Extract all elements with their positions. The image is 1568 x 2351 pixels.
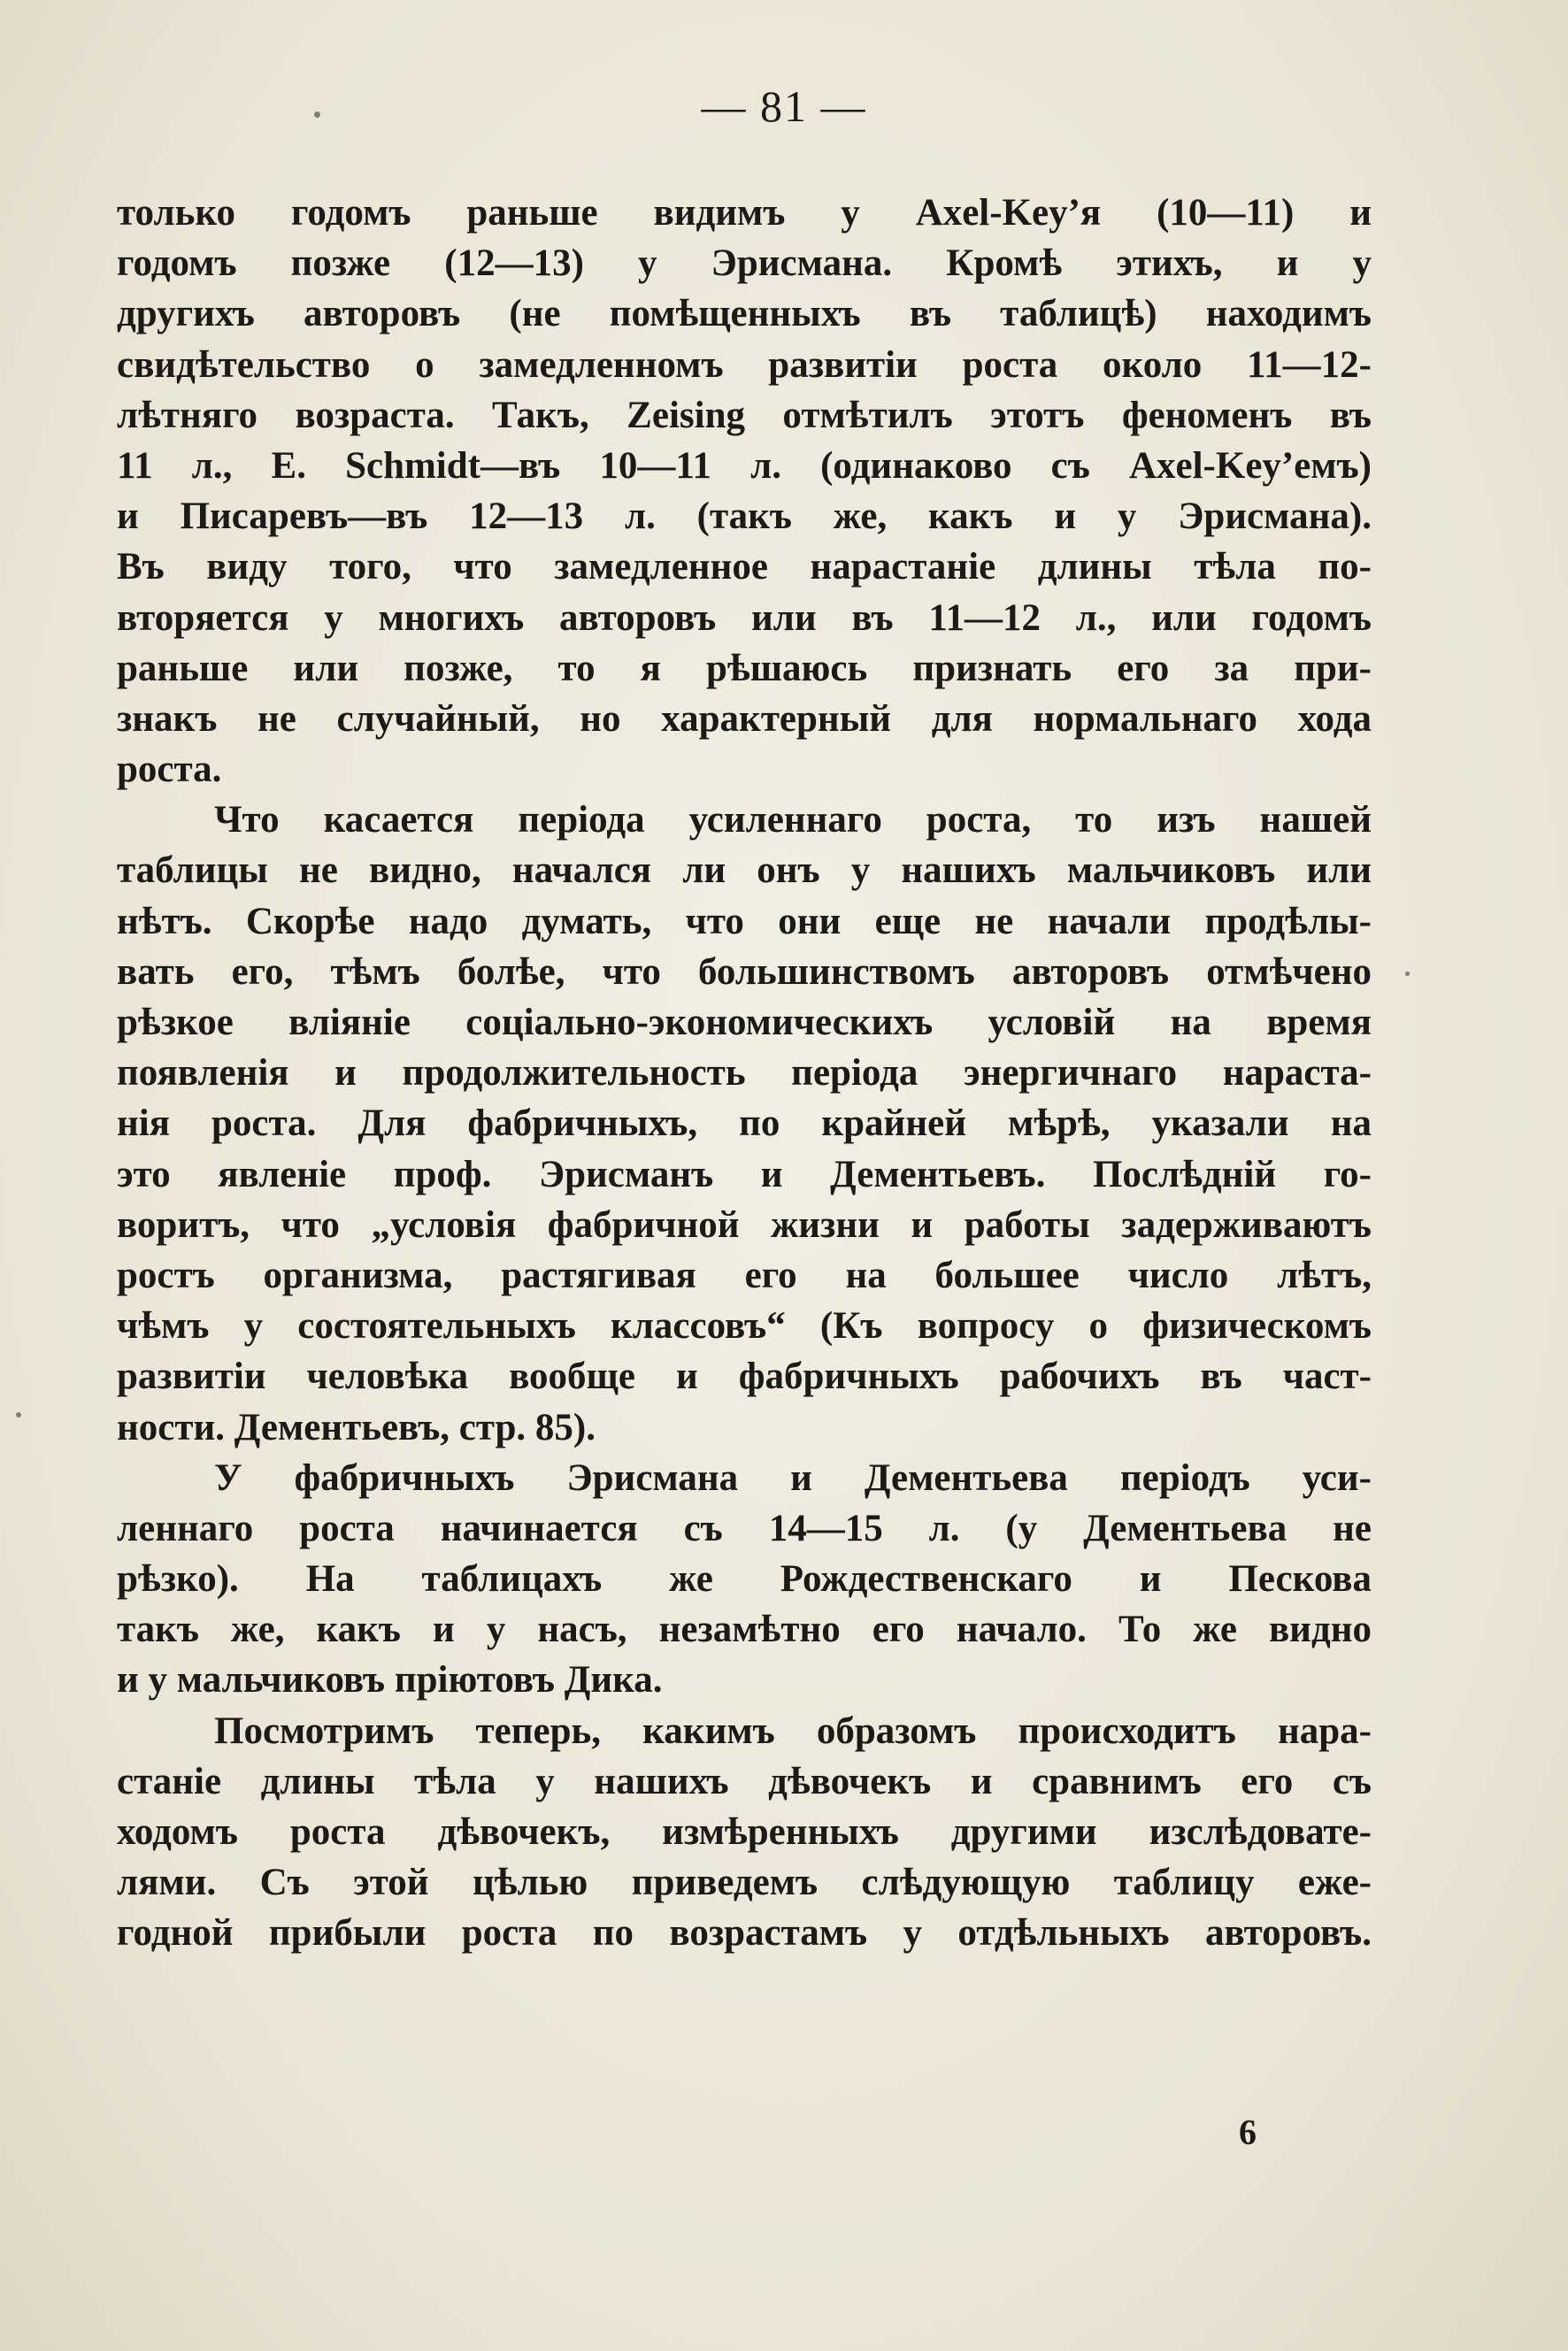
text-line: Въ виду того, что замедленное нарастаніе длины тѣла по- (117, 546, 1372, 588)
text-line: вать его, тѣмъ болѣе, что большинствомъ авторовъ отмѣчено (117, 950, 1372, 993)
text-line: таблицы не видно, начался ли онъ у нашихъ мальчиковъ или (117, 849, 1372, 892)
text-line: рѣзко). На таблицахъ же Рождественскаго и Пескова (117, 1558, 1372, 1601)
text-line: ности. Дементьевъ, стр. 85). (117, 1406, 596, 1448)
text-line: годомъ позже (12—13) у Эрисмана. Кромѣ этихъ, и у (117, 242, 1372, 285)
text-line: У фабричныхъ Эрисмана и Дементьева періодъ уси- (214, 1456, 1372, 1499)
text-line: леннаго роста начинается съ 14—15 л. (у Дементьева не (117, 1507, 1372, 1549)
print-speck (314, 111, 320, 118)
text-line: знакъ не случайный, но характерный для нормальнаго хода (117, 697, 1372, 740)
text-line: раньше или позже, то я рѣшаюсь признать его за при- (117, 647, 1372, 689)
text-line: нѣтъ. Скорѣе надо думать, что они еще не начали продѣлы- (117, 900, 1372, 942)
text-line: ходомъ роста дѣвочекъ, измѣренныхъ другими изслѣдовате- (117, 1811, 1372, 1853)
text-line: появленія и продолжительность періода энергичнаго нараста- (117, 1052, 1372, 1095)
print-speck (16, 1412, 21, 1418)
text-line: годной прибыли роста по возрастамъ у отдѣльныхъ авторовъ. (117, 1912, 1372, 1955)
text-line: это явленіе проф. Эрисманъ и Дементьевъ. Послѣдній го- (117, 1153, 1372, 1195)
text-line: другихъ авторовъ (не помѣщенныхъ въ таблицѣ) находимъ (117, 293, 1372, 335)
text-line: и Писаревъ—въ 12—13 л. (такъ же, какъ и у Эрисмана). (117, 496, 1372, 538)
text-line: Что касается періода усиленнаго роста, то изъ нашей (214, 799, 1372, 841)
text-line: вторяется у многихъ авторовъ или въ 11—12 л., или годомъ (117, 596, 1372, 639)
text-line: свидѣтельство о замедленномъ развитіи роста около 11—12- (117, 343, 1372, 386)
text-line: роста. (117, 749, 222, 791)
text-line: чѣмъ у состоятельныхъ классовъ“ (Къ вопросу о физическомъ (117, 1305, 1372, 1348)
page-number: — 81 — (701, 81, 867, 131)
text-line: нія роста. Для фабричныхъ, по крайней мѣрѣ, указали на (117, 1103, 1372, 1145)
text-line: воритъ, что „условія фабричной жизни и работы задерживаютъ (117, 1203, 1372, 1246)
text-line: ростъ организма, растягивая его на большее число лѣтъ, (117, 1254, 1372, 1296)
text-line: рѣзкое вліяніе соціально-экономическихъ условій на время (117, 1002, 1372, 1043)
text-line: Посмотримъ теперь, какимъ образомъ происходитъ нара- (214, 1709, 1372, 1752)
text-line: лями. Съ этой цѣлью приведемъ слѣдующую таблицу еже- (117, 1862, 1372, 1904)
text-line: и у мальчиковъ пріютовъ Дика. (117, 1659, 663, 1702)
print-speck (1405, 972, 1410, 976)
signature-mark: 6 (1239, 2112, 1257, 2152)
text-line: развитіи человѣка вообще и фабричныхъ рабочихъ въ част- (117, 1356, 1372, 1398)
text-line: лѣтняго возраста. Такъ, Zeising отмѣтилъ этотъ феноменъ въ (117, 394, 1372, 436)
text-line: 11 л., E. Schmidt—въ 10—11 л. (одинаково съ Axel-Key’емъ) (117, 444, 1372, 487)
text-line: только годомъ раньше видимъ у Axel-Key’я (10—11) и (117, 192, 1372, 234)
body-text (117, 188, 1372, 1959)
text-line: такъ же, какъ и у насъ, незамѣтно его начало. То же видно (117, 1609, 1372, 1651)
text-line: станіе длины тѣла у нашихъ дѣвочекъ и сравнимъ его съ (117, 1760, 1372, 1802)
